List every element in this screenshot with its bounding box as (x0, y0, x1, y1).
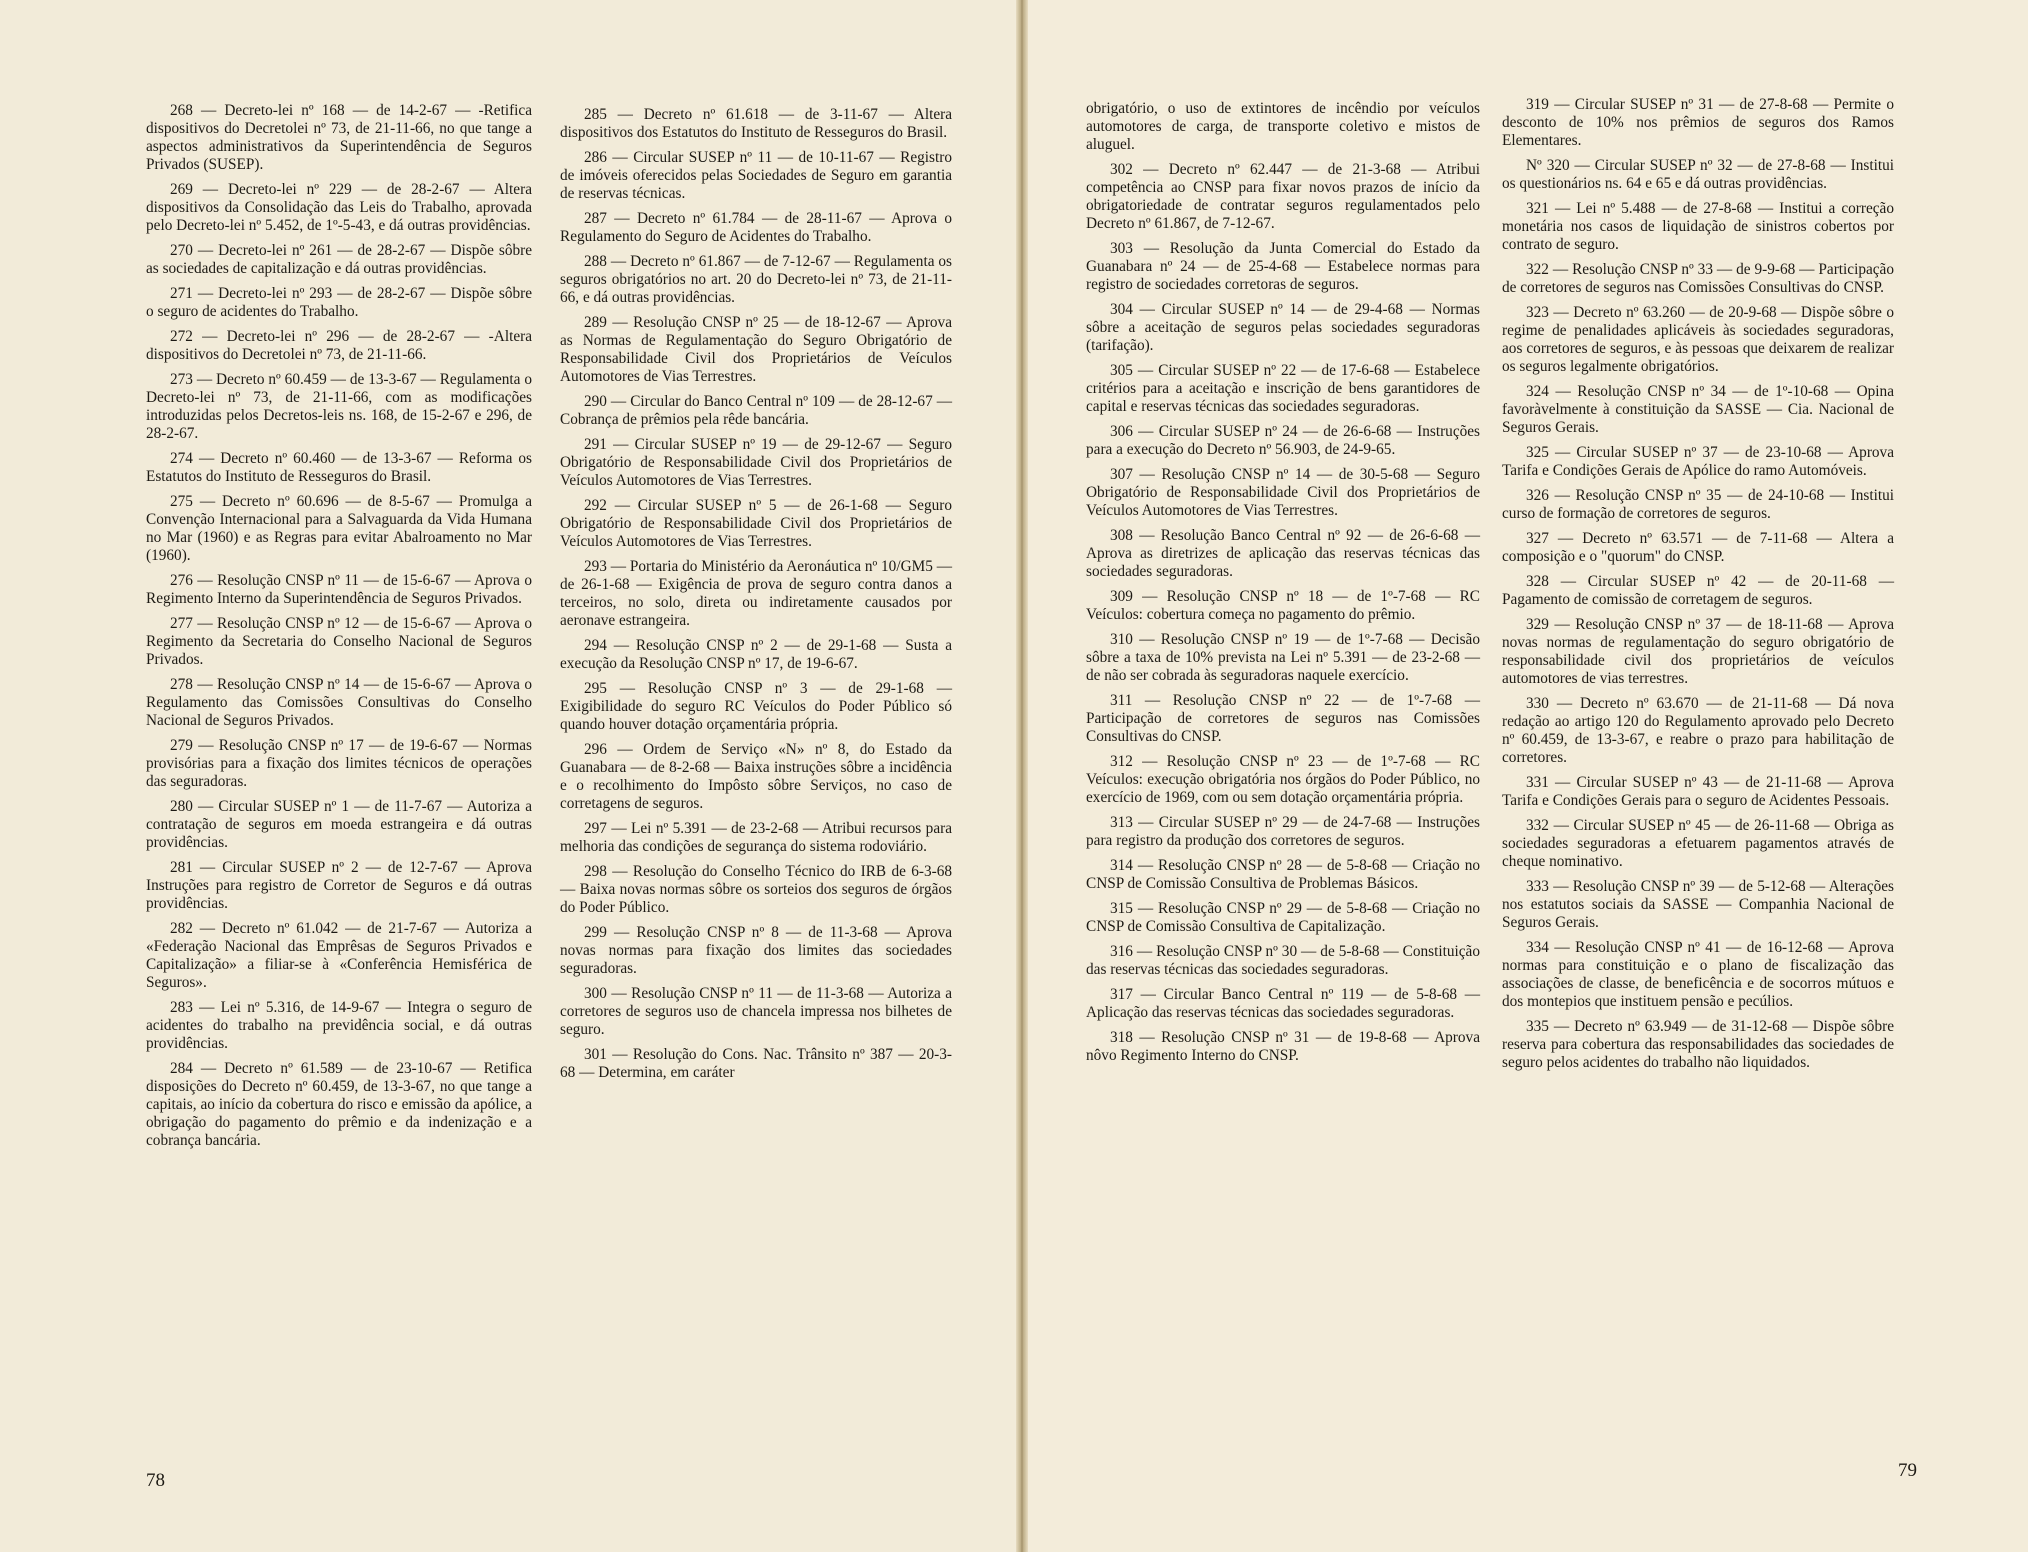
entry-paragraph: 297 — Lei nº 5.391 — de 23-2-68 — Atribui recursos para melhoria das condições de segurança do sistema rodoviário. (560, 820, 952, 855)
entry-paragraph: 303 — Resolução da Junta Comercial do Estado da Guanabara nº 24 — de 25-4-68 — Estabelece normas para registro de sociedades corretoras de seguros. (1086, 240, 1480, 293)
entry-paragraph: 295 — Resolução CNSP nº 3 — de 29-1-68 — Exigibilidade do seguro RC Veículos do Poder Público só quando houver dotação orçamentária própria. (560, 680, 952, 733)
entry-paragraph: 306 — Circular SUSEP nº 24 — de 26-6-68 — Instruções para a execução do Decreto nº 56.903, de 24-9-65. (1086, 423, 1480, 458)
entry-paragraph: 296 — Ordem de Serviço «N» nº 8, do Estado da Guanabara — de 8-2-68 — Baixa instruções sôbre a incidência e o recolhimento do Impôsto sôbre Serviços, no caso de corretagens de seguros. (560, 741, 952, 812)
entry-paragraph: 316 — Resolução CNSP nº 30 — de 5-8-68 — Constituição das reservas técnicas das sociedades seguradoras. (1086, 943, 1480, 978)
entry-paragraph: 304 — Circular SUSEP nº 14 — de 29-4-68 — Normas sôbre a aceitação de seguros pelas sociedades seguradoras (tarifação). (1086, 301, 1480, 354)
entry-paragraph: 326 — Resolução CNSP nº 35 — de 24-10-68 — Institui curso de formação de corretores de seguros. (1502, 487, 1894, 522)
entry-paragraph: 307 — Resolução CNSP nº 14 — de 30-5-68 — Seguro Obrigatório de Responsabilidade Civil dos Proprietários de Veículos Automotores de Vias Terrestres. (1086, 466, 1480, 519)
entry-paragraph: 329 — Resolução CNSP nº 37 — de 18-11-68 — Aprova novas normas de regulamentação do seguro obrigatório de responsabilidade civil dos proprietários de veículos automotores de vias terrestres. (1502, 616, 1894, 687)
entry-paragraph: 278 — Resolução CNSP nº 14 — de 15-6-67 — Aprova o Regulamento das Comissões Consultivas do Conselho Nacional de Seguros Privados. (146, 676, 532, 729)
entry-paragraph: 283 — Lei nº 5.316, de 14-9-67 — Integra o seguro de acidentes do trabalho na previdência social, e dá outras providências. (146, 999, 532, 1052)
entry-paragraph: 268 — Decreto-lei nº 168 — de 14-2-67 — -Retifica dispositivos do Decretolei nº 73, de 21-11-66, no que tange a aspectos administrativos da Superintendência de Seguros Privados (SUSEP). (146, 102, 532, 173)
entry-paragraph: Nº 320 — Circular SUSEP nº 32 — de 27-8-68 — Institui os questionários ns. 64 e 65 e dá outras providências. (1502, 157, 1894, 192)
entry-paragraph: 289 — Resolução CNSP nº 25 — de 18-12-67 — Aprova as Normas de Regulamentação do Seguro Obrigatório de Responsabilidade Civil dos Proprietários de Veículos Automotores de Vias Terrestres. (560, 314, 952, 385)
entry-paragraph: 319 — Circular SUSEP nº 31 — de 27-8-68 — Permite o desconto de 10% nos prêmios de seguros dos Ramos Elementares. (1502, 96, 1894, 149)
right-page-column-2 (1502, 96, 1894, 1079)
entry-paragraph: 331 — Circular SUSEP nº 43 — de 21-11-68 — Aprova Tarifa e Condições Gerais para o seguro de Acidentes Pessoais. (1502, 774, 1894, 809)
entry-paragraph: 273 — Decreto nº 60.459 — de 13-3-67 — Regulamenta o Decreto-lei nº 73, de 21-11-66, com as modificações introduzidas pelos Decretos-leis ns. 168, de 15-2-67 e 296, de 28-2-67. (146, 371, 532, 442)
entry-paragraph: 290 — Circular do Banco Central nº 109 — de 28-12-67 — Cobrança de prêmios pela rêde bancária. (560, 393, 952, 428)
entry-paragraph: 310 — Resolução CNSP nº 19 — de 1º-7-68 — Decisão sôbre a taxa de 10% prevista na Lei nº 5.391 — de 23-2-68 — de não ser cobrada às seguradoras naquele exercício. (1086, 631, 1480, 684)
entry-paragraph: 323 — Decreto nº 63.260 — de 20-9-68 — Dispõe sôbre o regime de penalidades aplicáveis às sociedades seguradoras, aos corretores de seguros, e às pessoas que deixarem de realizar os seguros legalmente obrigatórios. (1502, 304, 1894, 375)
entry-paragraph: 292 — Circular SUSEP nº 5 — de 26-1-68 — Seguro Obrigatório de Responsabilidade Civil dos Proprietários de Veículos Automotores de Vias Terrestres. (560, 497, 952, 550)
entry-paragraph: 281 — Circular SUSEP nº 2 — de 12-7-67 — Aprova Instruções para registro de Corretor de Seguros e dá outras providências. (146, 859, 532, 912)
entry-paragraph: 282 — Decreto nº 61.042 — de 21-7-67 — Autoriza a «Federação Nacional das Emprêsas de Seguros Privados e Capitalização» a filiar-se à «Conferência Hemisférica de Seguros». (146, 920, 532, 991)
entry-paragraph: 311 — Resolução CNSP nº 22 — de 1º-7-68 — Participação de corretores de seguros nas Comissões Consultivas do CNSP. (1086, 692, 1480, 745)
entry-paragraph: 294 — Resolução CNSP nº 2 — de 29-1-68 — Susta a execução da Resolução CNSP nº 17, de 19-6-67. (560, 637, 952, 672)
entry-paragraph: 315 — Resolução CNSP nº 29 — de 5-8-68 — Criação no CNSP de Comissão Consultiva de Capitalização. (1086, 900, 1480, 935)
entry-paragraph: 288 — Decreto nº 61.867 — de 7-12-67 — Regulamenta os seguros obrigatórios no art. 20 do Decreto-lei nº 73, de 21-11-66, e dá outras providências. (560, 253, 952, 306)
page-number: 78 (146, 1470, 165, 1491)
entry-paragraph: 313 — Circular SUSEP nº 29 — de 24-7-68 — Instruções para registro da produção dos corretores de seguros. (1086, 814, 1480, 849)
entry-paragraph: 277 — Resolução CNSP nº 12 — de 15-6-67 — Aprova o Regimento da Secretaria do Conselho Nacional de Seguros Privados. (146, 615, 532, 668)
entry-paragraph: 318 — Resolução CNSP nº 31 — de 19-8-68 — Aprova nôvo Regimento Interno do CNSP. (1086, 1029, 1480, 1064)
entry-paragraph: 305 — Circular SUSEP nº 22 — de 17-6-68 — Estabelece critérios para a aceitação e inscrição de bens garantidores de capital e reservas técnicas das sociedades seguradoras. (1086, 362, 1480, 415)
entry-paragraph: 333 — Resolução CNSP nº 39 — de 5-12-68 — Alterações nos estatutos sociais da SASSE — Companhia Nacional de Seguros Gerais. (1502, 878, 1894, 931)
entry-paragraph: 285 — Decreto nº 61.618 — de 3-11-67 — Altera dispositivos dos Estatutos do Instituto de Resseguros do Brasil. (560, 106, 952, 141)
entry-paragraph: 334 — Resolução CNSP nº 41 — de 16-12-68 — Aprova normas para constituição e o plano de fiscalização das associações de classe, de beneficência e de socorros mútuos e dos montepios que instituem pensão e pecúlios. (1502, 939, 1894, 1010)
entry-paragraph: 291 — Circular SUSEP nº 19 — de 29-12-67 — Seguro Obrigatório de Responsabilidade Civil dos Proprietários de Veículos Automotores de Vias Terrestres. (560, 436, 952, 489)
entry-paragraph: 301 — Resolução do Cons. Nac. Trânsito nº 387 — 20-3-68 — Determina, em caráter (560, 1046, 952, 1081)
entry-paragraph: 328 — Circular SUSEP nº 42 — de 20-11-68 — Pagamento de comissão de corretagem de seguros. (1502, 573, 1894, 608)
left-page-column-1 (146, 102, 532, 1157)
entry-paragraph: 327 — Decreto nº 63.571 — de 7-11-68 — Altera a composição e o "quorum" do CNSP. (1502, 530, 1894, 565)
entry-paragraph: 286 — Circular SUSEP nº 11 — de 10-11-67 — Registro de imóveis oferecidos pelas Sociedades de Seguro em garantia de reservas técnicas. (560, 149, 952, 202)
right-page (1028, 0, 2028, 1552)
entry-paragraph: 335 — Decreto nº 63.949 — de 31-12-68 — Dispõe sôbre reserva para cobertura das responsabilidades das sociedades de seguro pelos acidentes do trabalho não liquidados. (1502, 1018, 1894, 1071)
entry-paragraph: 270 — Decreto-lei nº 261 — de 28-2-67 — Dispõe sôbre as sociedades de capitalização e dá outras providências. (146, 242, 532, 277)
entry-paragraph: obrigatório, o uso de extintores de incêndio por veículos automotores de carga, de transporte coletivo e mistos de aluguel. (1086, 100, 1480, 153)
entry-paragraph: 314 — Resolução CNSP nº 28 — de 5-8-68 — Criação no CNSP de Comissão Consultiva de Problemas Básicos. (1086, 857, 1480, 892)
entry-paragraph: 312 — Resolução CNSP nº 23 — de 1º-7-68 — RC Veículos: execução obrigatória nos órgãos do Poder Público, no exercício de 1969, com ou sem dotação orçamentária própria. (1086, 753, 1480, 806)
entry-paragraph: 272 — Decreto-lei nº 296 — de 28-2-67 — -Altera dispositivos do Decretolei nº 73, de 21-11-66. (146, 328, 532, 363)
entry-paragraph: 284 — Decreto nº 61.589 — de 23-10-67 — Retifica disposições do Decreto nº 60.459, de 13-3-67, no que tange a capitais, ao início da cobertura do risco e emissão da apólice, a obrigação do pagamento do prêmio e da indenização e a cobrança bancária. (146, 1060, 532, 1149)
entry-paragraph: 280 — Circular SUSEP nº 1 — de 11-7-67 — Autoriza a contratação de seguros em moeda estrangeira e dá outras providências. (146, 798, 532, 851)
entry-paragraph: 299 — Resolução CNSP nº 8 — de 11-3-68 — Aprova novas normas para fixação dos limites das sociedades seguradoras. (560, 924, 952, 977)
entry-paragraph: 276 — Resolução CNSP nº 11 — de 15-6-67 — Aprova o Regimento Interno da Superintendência de Seguros Privados. (146, 572, 532, 607)
entry-paragraph: 322 — Resolução CNSP nº 33 — de 9-9-68 — Participação de corretores de seguros nas Comissões Consultivas do CNSP. (1502, 261, 1894, 296)
entry-paragraph: 298 — Resolução do Conselho Técnico do IRB de 6-3-68 — Baixa novas normas sôbre os sorteios dos seguros de órgãos do Poder Público. (560, 863, 952, 916)
entry-paragraph: 317 — Circular Banco Central nº 119 — de 5-8-68 — Aplicação das reservas técnicas das sociedades seguradoras. (1086, 986, 1480, 1021)
left-page-column-2 (560, 106, 952, 1089)
entry-paragraph: 302 — Decreto nº 62.447 — de 21-3-68 — Atribui competência ao CNSP para fixar novos prazos de início da obrigatoriedade de contratar seguros regulamentados pelo Decreto nº 61.867, de 7-12-67. (1086, 161, 1480, 232)
entry-paragraph: 325 — Circular SUSEP nº 37 — de 23-10-68 — Aprova Tarifa e Condições Gerais de Apólice do ramo Automóveis. (1502, 444, 1894, 479)
entry-paragraph: 279 — Resolução CNSP nº 17 — de 19-6-67 — Normas provisórias para a fixação dos limites técnicos de operações das seguradoras. (146, 737, 532, 790)
entry-paragraph: 293 — Portaria do Ministério da Aeronáutica nº 10/GM5 — de 26-1-68 — Exigência de prova de seguro contra danos a terceiros, no solo, direta ou indiretamente causados por aeronave estrangeira. (560, 558, 952, 629)
entry-paragraph: 274 — Decreto nº 60.460 — de 13-3-67 — Reforma os Estatutos do Instituto de Resseguros do Brasil. (146, 450, 532, 485)
entry-paragraph: 324 — Resolução CNSP nº 34 — de 1º-10-68 — Opina favoràvelmente à constituição da SASSE — Cia. Nacional de Seguros Gerais. (1502, 383, 1894, 436)
entry-paragraph: 275 — Decreto nº 60.696 — de 8-5-67 — Promulga a Convenção Internacional para a Salvaguarda da Vida Humana no Mar (1960) e as Regras para evitar Abalroamento no Mar (1960). (146, 493, 532, 564)
entry-paragraph: 330 — Decreto nº 63.670 — de 21-11-68 — Dá nova redação ao artigo 120 do Regulamento aprovado pelo Decreto nº 60.459, de 13-3-67, e reabre o prazo para habilitação de corretores. (1502, 695, 1894, 766)
entry-paragraph: 269 — Decreto-lei nº 229 — de 28-2-67 — Altera dispositivos da Consolidação das Leis do Trabalho, aprovada pelo Decreto-lei nº 5.452, de 1º-5-43, e dá outras providências. (146, 181, 532, 234)
entry-paragraph: 300 — Resolução CNSP nº 11 — de 11-3-68 — Autoriza a corretores de seguros uso de chancela impressa nos bilhetes de seguro. (560, 985, 952, 1038)
entry-paragraph: 321 — Lei nº 5.488 — de 27-8-68 — Institui a correção monetária nos casos de liquidação de sinistros cobertos por contrato de seguro. (1502, 200, 1894, 253)
page-number: 79 (1898, 1460, 1917, 1481)
entry-paragraph: 287 — Decreto nº 61.784 — de 28-11-67 — Aprova o Regulamento do Seguro de Acidentes do Trabalho. (560, 210, 952, 245)
book-gutter (1016, 0, 1028, 1552)
entry-paragraph: 332 — Circular SUSEP nº 45 — de 26-11-68 — Obriga as sociedades seguradoras a efetuarem pagamentos através de cheque nominativo. (1502, 817, 1894, 870)
entry-paragraph: 271 — Decreto-lei nº 293 — de 28-2-67 — Dispõe sôbre o seguro de acidentes do Trabalho. (146, 285, 532, 320)
entry-paragraph: 308 — Resolução Banco Central nº 92 — de 26-6-68 — Aprova as diretrizes de aplicação das reservas técnicas das sociedades seguradoras. (1086, 527, 1480, 580)
right-page-column-1 (1086, 100, 1480, 1072)
entry-paragraph: 309 — Resolução CNSP nº 18 — de 1º-7-68 — RC Veículos: cobertura começa no pagamento do prêmio. (1086, 588, 1480, 623)
